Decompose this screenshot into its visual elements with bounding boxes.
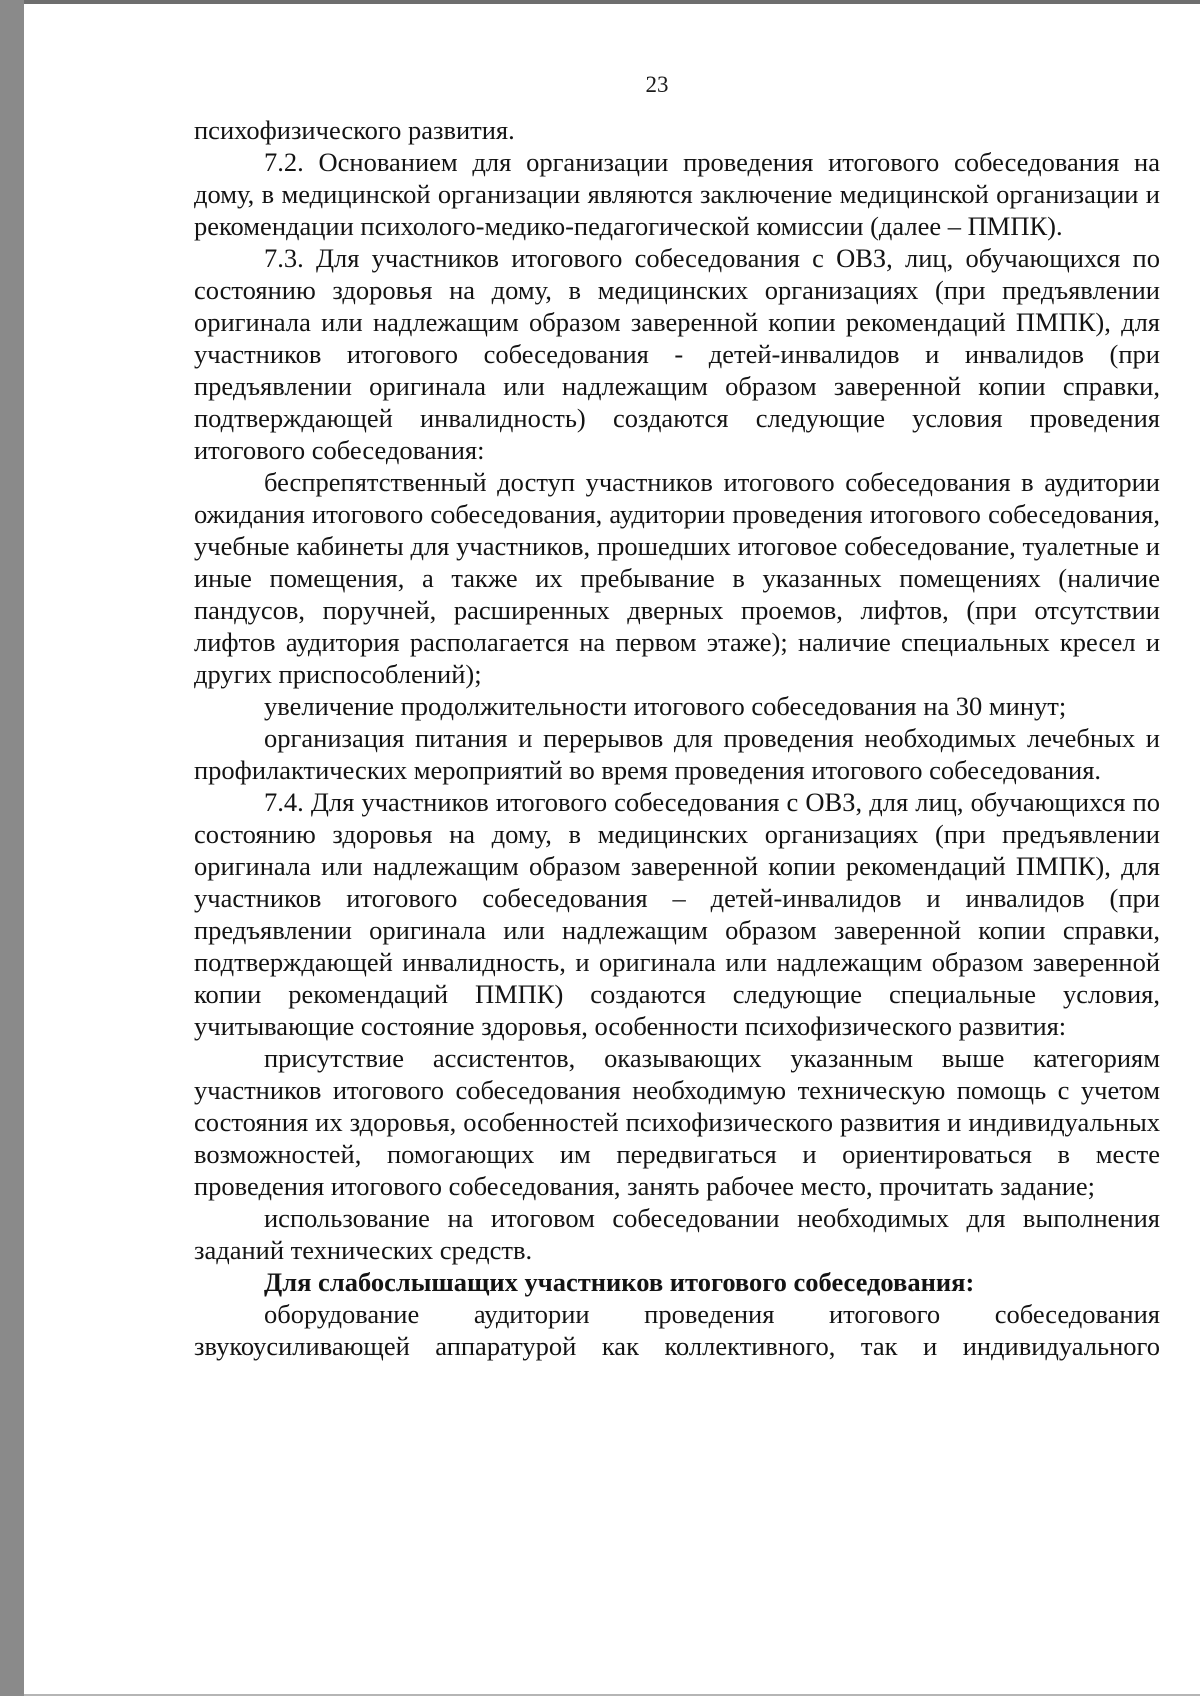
paragraph-sound-equipment: оборудование аудитории проведения итогового собеседования звукоусиливающей аппаратурой как коллективного, так и индивидуального — [194, 1299, 1160, 1361]
paragraph-meals-breaks: организация питания и перерывов для проведения необходимых лечебных и профилактических мероприятий во время проведения итогового собеседования. — [194, 723, 1160, 785]
paragraph-duration-increase: увеличение продолжительности итогового собеседования на 30 минут; — [264, 691, 1067, 721]
document-page — [24, 4, 1200, 1696]
paragraph-continuation: психофизического развития. — [194, 115, 515, 145]
paragraph-assistants: присутствие ассистентов, оказывающих указанным выше категориям участников итогового собеседования необходимую техническую помощь с учетом состояния их здоровья, особенностей психофизического развития и индивидуальных возможностей, помогающих им передвигаться и ориентироваться в месте проведения итогового собеседования, занять рабочее место, прочитать задание; — [194, 1043, 1160, 1201]
paragraph-access-conditions: беспрепятственный доступ участников итогового собеседования в аудитории ожидания итогового собеседования, аудитории проведения итогового собеседования, учебные кабинеты для участников, прошедших итоговое собеседование, туалетные и иные помещения, а также их пребывание в указанных помещениях (наличие пандусов, поручней, расширенных дверных проемов, лифтов, (при отсутствии лифтов аудитория располагается на первом этаже); наличие специальных кресел и других приспособлений); — [194, 467, 1160, 689]
paragraph-7-4: 7.4. Для участников итогового собеседования с ОВЗ, для лиц, обучающихся по состоянию здоровья на дому, в медицинских организациях (при предъявлении оригинала или надлежащим образом заверенной копии рекомендаций ПМПК), для участников итогового собеседования – детей-инвалидов и инвалидов (при предъявлении оригинала или надлежащим образом заверенной копии справки, подтверждающей инвалидность, и оригинала или надлежащим образом заверенной копии рекомендаций ПМПК) создаются следующие специальные условия, учитывающие состояние здоровья, особенности психофизического развития: — [194, 787, 1160, 1041]
paragraph-7-2: 7.2. Основанием для организации проведения итогового собеседования на дому, в медицинской организации являются заключение медицинской организации и рекомендации психолого-медико-педагогической комиссии (далее – ПМПК). — [194, 147, 1160, 241]
document-body — [194, 114, 1160, 1362]
heading-hearing-impaired: Для слабослышащих участников итогового собеседования: — [264, 1267, 975, 1297]
page-number: 23 — [645, 72, 669, 97]
paragraph-7-3: 7.3. Для участников итогового собеседования с ОВЗ, лиц, обучающихся по состоянию здоровья на дому, в медицинских организациях (при предъявлении оригинала или надлежащим образом заверенной копии рекомендаций ПМПК), для участников итогового собеседования - детей-инвалидов и инвалидов (при предъявлении оригинала или надлежащим образом заверенной копии справки, подтверждающей инвалидность) создаются следующие условия проведения итогового собеседования: — [194, 243, 1160, 465]
paragraph-technical-means: использование на итоговом собеседовании необходимых для выполнения заданий технических средств. — [194, 1203, 1160, 1265]
